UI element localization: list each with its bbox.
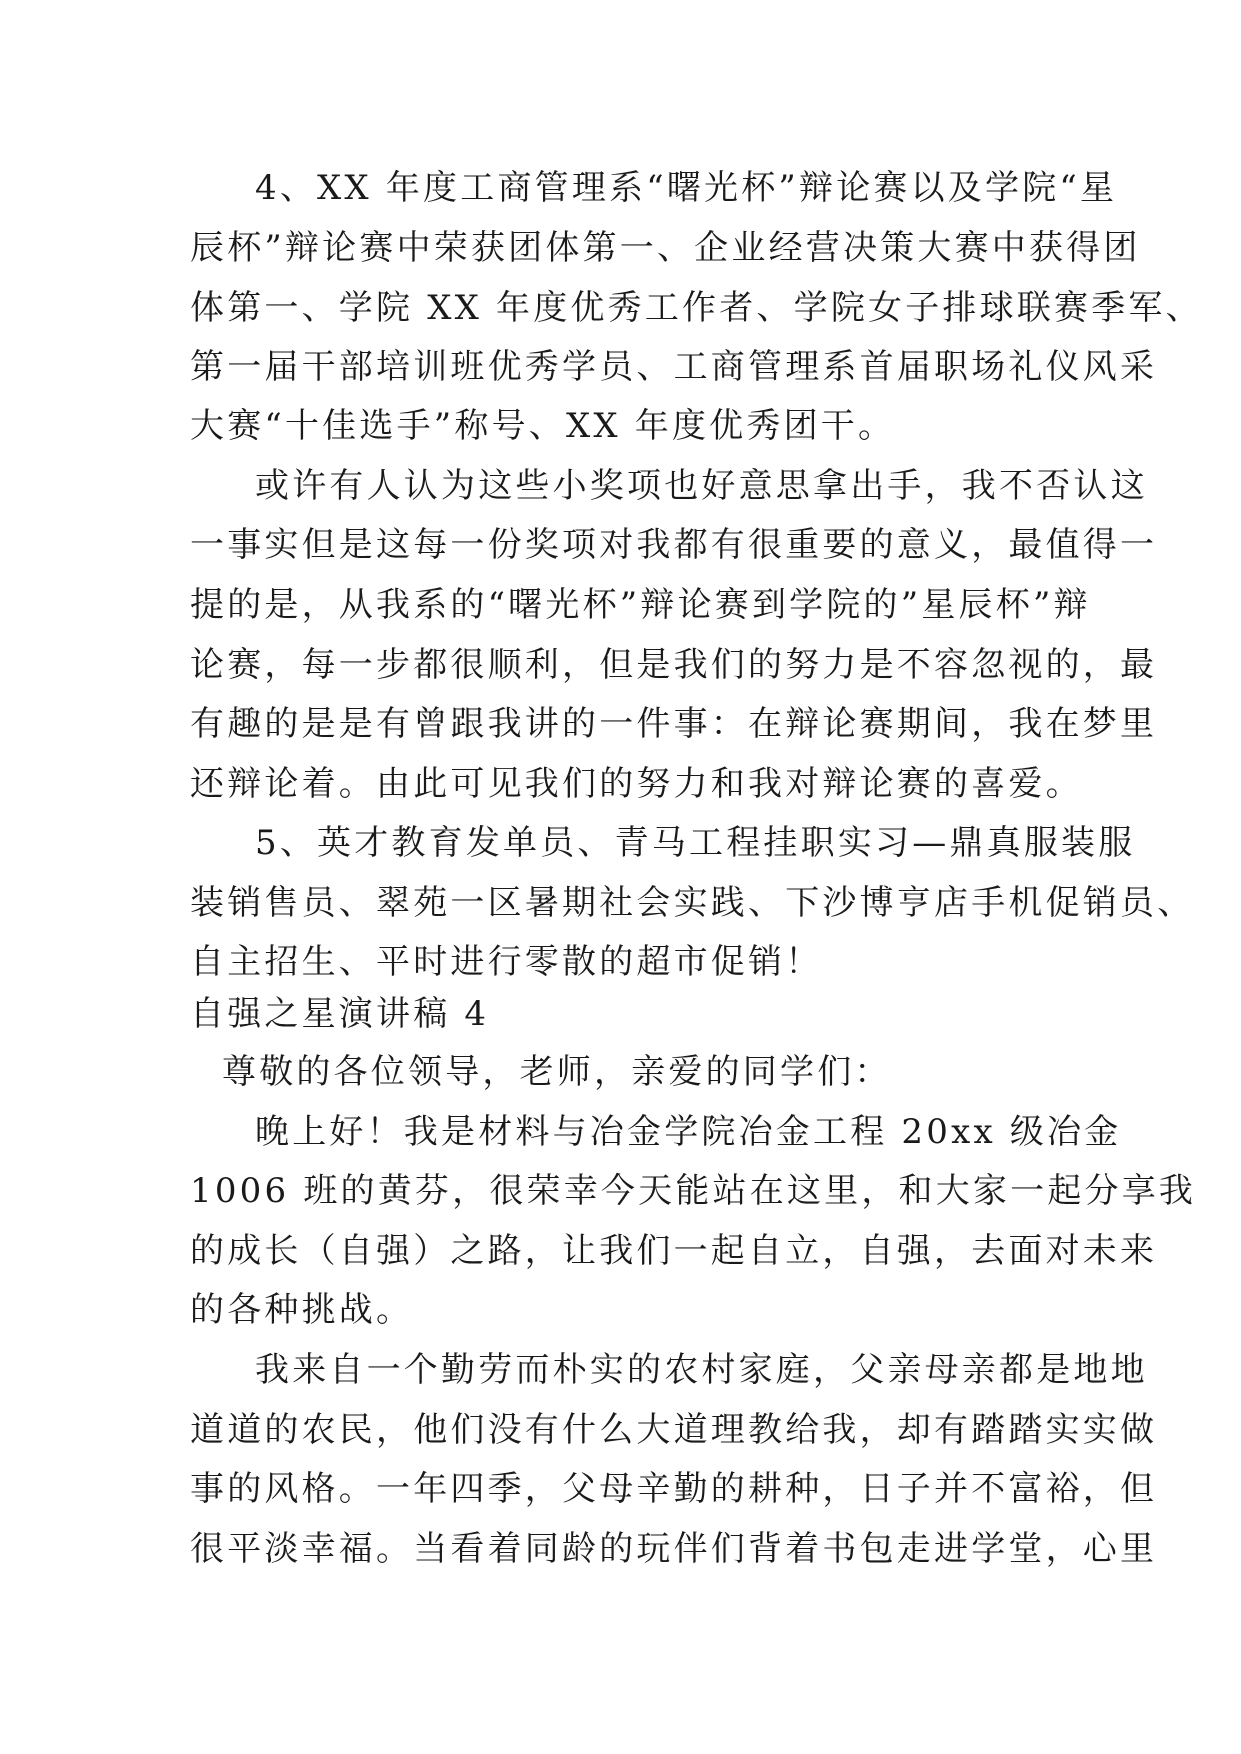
text-line: 提的是，从我系的“曙光杯”辩论赛到学院的”星辰杯”辩 xyxy=(190,585,1091,625)
text-line: 还辩论着。由此可见我们的努力和我对辩论赛的喜爱。 xyxy=(190,764,1083,804)
text-line: 论赛，每一步都很顺利，但是我们的努力是不容忽视的，最 xyxy=(190,645,1158,685)
text-line: 体第一、学院 XX 年度优秀工作者、学院女子排球联赛季军、 xyxy=(190,288,1203,328)
text-line: 4、XX 年度工商管理系“曙光杯”辩论赛以及学院“星 xyxy=(255,168,1118,208)
text-line: 大赛“十佳选手”称号、XX 年度优秀团干。 xyxy=(190,406,896,446)
text-line: 有趣的是是有曾跟我讲的一件事：在辩论赛期间，我在梦里 xyxy=(190,704,1158,744)
salutation: 尊敬的各位领导，老师，亲爱的同学们： xyxy=(222,1052,892,1092)
text-line: 事的风格。一年四季，父母辛勤的耕种，日子并不富裕，但 xyxy=(190,1469,1158,1509)
text-line: 我来自一个勤劳而朴实的农村家庭，父亲母亲都是地地 xyxy=(255,1350,1148,1390)
text-line: 第一届干部培训班优秀学员、工商管理系首届职场礼仪风采 xyxy=(190,347,1158,387)
text-line: 1006 班的黄芬，很荣幸今天能站在这里，和大家一起分享我 xyxy=(190,1171,1197,1211)
text-line: 的成长（自强）之路，让我们一起自立，自强，去面对未来 xyxy=(190,1231,1158,1271)
section-title: 自强之星演讲稿 4 xyxy=(190,994,490,1034)
text-line: 自主招生、平时进行零散的超市促销！ xyxy=(190,942,823,982)
text-line: 晚上好！我是材料与冶金学院冶金工程 20xx 级冶金 xyxy=(255,1112,1122,1152)
text-line: 辰杯”辩论赛中荣获团体第一、企业经营决策大赛中获得团 xyxy=(190,228,1141,268)
text-line: 很平淡幸福。当看着同龄的玩伴们背着书包走进学堂，心里 xyxy=(190,1529,1158,1569)
text-line: 道道的农民，他们没有什么大道理教给我，却有踏踏实实做 xyxy=(190,1410,1158,1450)
text-line: 装销售员、翠苑一区暑期社会实践、下沙博亨店手机促销员、 xyxy=(190,883,1195,923)
text-line: 5、英才教育发单员、青马工程挂职实习—鼎真服装服 xyxy=(255,823,1136,863)
text-line: 或许有人认为这些小奖项也好意思拿出手，我不否认这 xyxy=(255,466,1148,506)
text-line: 一事实但是这每一份奖项对我都有很重要的意义，最值得一 xyxy=(190,525,1158,565)
text-line: 的各种挑战。 xyxy=(190,1290,414,1330)
